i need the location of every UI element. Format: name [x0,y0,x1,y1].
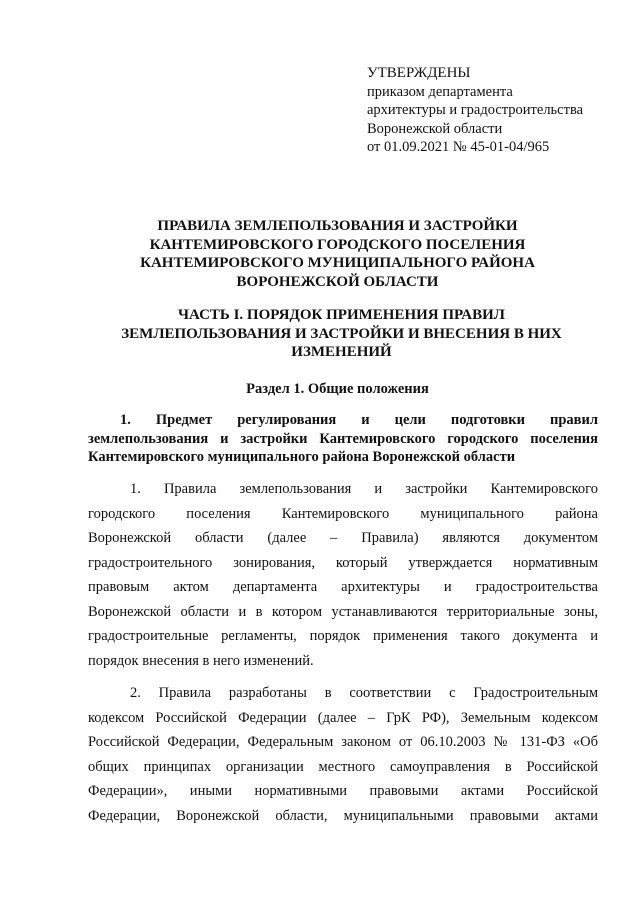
paragraph-line: правовым актом департамента архитектуры и градостроительства [88,579,598,595]
paragraph-line: Воронежской области и в котором устанавливаются территориальные зоны, [88,603,598,620]
paragraph-line: Российской Федерации, Федеральным законом от 06.10.2003 № 131-ФЗ «Об [88,734,598,750]
part-heading [60,306,615,362]
approval-date-number: от 01.09.2021 № 45-01-04/965 [367,139,550,155]
paragraph-line: Федерации, Воронежской области, муниципальными правовыми актами [88,807,598,824]
paragraph-line: 1. Правила землепользования и застройки Кантемировского [130,481,598,497]
paragraph-line: градостроительные регламенты, порядок применения такого документа и [88,628,598,644]
approval-line: Воронежской области [367,120,503,137]
part-heading-line: ЧАСТЬ I. ПОРЯДОК ПРИМЕНЕНИЯ ПРАВИЛ [178,307,505,323]
paragraph-line: общих принципах организации местного самоуправления в Российской [88,758,598,775]
paragraph-line: 2. Правила разработаны в соответствии с Градостроительным [130,685,598,701]
paragraph-line: градостроительного зонирования, который утверждается нормативным [88,554,598,571]
approval-line: архитектуры и градостроительства [367,102,584,118]
article-heading-line: Кантемировского муниципального района Воронежской области [88,449,516,465]
article-heading-line: 1. Предмет регулирования и цели подготовки правил [120,412,598,428]
paragraph-line: городского поселения Кантемировского муниципального района [88,505,598,522]
paragraph-line: кодексом Российской Федерации (далее – ГрК РФ), Земельным кодексом [88,709,598,726]
approval-heading: УТВЕРЖДЕНЫ [367,65,471,81]
part-heading-line: ЗЕМЛЕПОЛЬЗОВАНИЯ И ЗАСТРОЙКИ И ВНЕСЕНИЯ В НИХ [121,325,562,342]
paragraph-line: порядок внесения в него изменений. [88,652,314,669]
part-heading-line: ИЗМЕНЕНИЙ [291,344,392,360]
title-line: КАНТЕМИРОВСКОГО МУНИЦИПАЛЬНОГО РАЙОНА [140,255,535,271]
paragraph-1 [88,477,598,673]
paragraph-line: Федерации», иными нормативными правовыми актами Российской [88,783,598,799]
article-heading-line: землепользования и застройки Кантемировского городского поселения [88,430,598,447]
title-line: ПРАВИЛА ЗЕМЛЕПОЛЬЗОВАНИЯ И ЗАСТРОЙКИ [157,218,518,234]
approval-line: приказом департамента [367,83,513,100]
title-line: ВОРОНЕЖСКОЙ ОБЛАСТИ [236,273,439,290]
approval-block [367,64,627,157]
paragraph-2 [88,681,598,828]
document-title [60,217,615,291]
article-heading [88,411,598,467]
paragraph-line: Воронежской области (далее – Правила) являются документом [88,530,598,546]
title-line: КАНТЕМИРОВСКОГО ГОРОДСКОГО ПОСЕЛЕНИЯ [149,236,526,253]
section-heading: Раздел 1. Общие положения [246,381,429,397]
